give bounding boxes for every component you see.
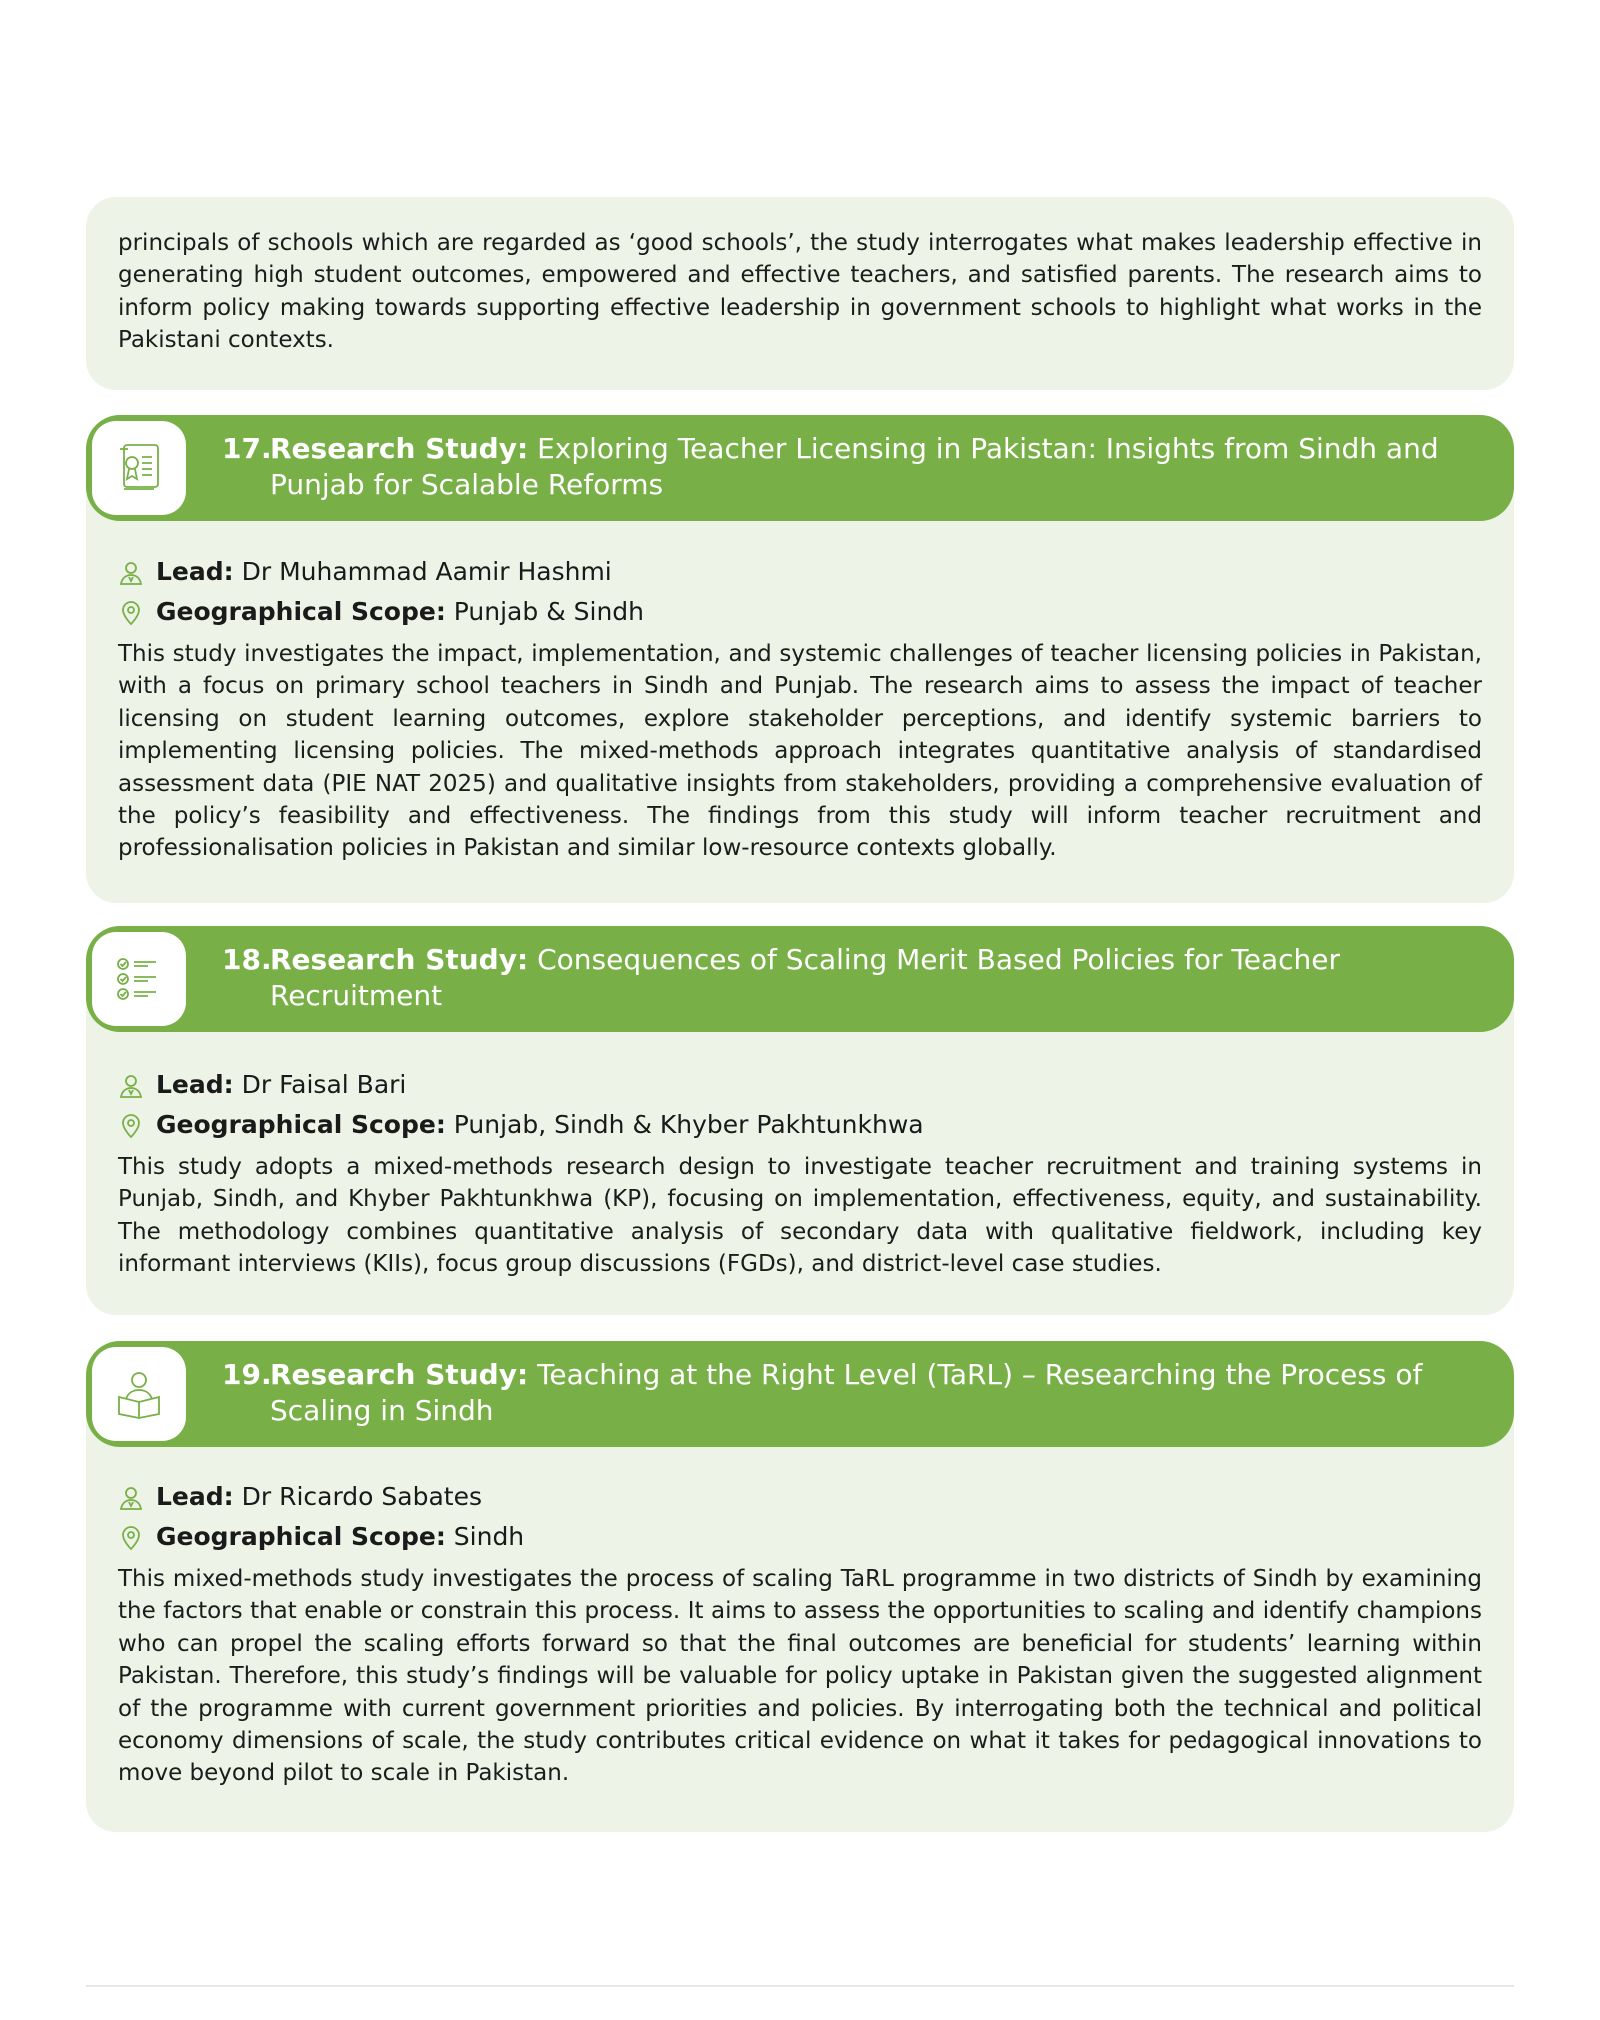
intro-paragraph: principals of schools which are regarded as ‘good schools’, the study interrogates what makes leadership effective in generating high student outcomes, empowered and effective teachers, and satisfied parents. The research aims to inform policy making towards supporting effective leadership in government schools to highlight what works in the Pakistani contexts.	[118, 230, 1482, 354]
study-17-card	[86, 470, 1514, 903]
study-icon-box	[92, 1347, 186, 1441]
intro-card	[86, 197, 1514, 390]
study-17-header	[86, 415, 1514, 521]
study-prefix: Research Study:	[270, 943, 529, 976]
lead-name: Dr Muhammad Aamir Hashmi	[241, 557, 612, 586]
scope-value: Sindh	[453, 1522, 525, 1551]
study-number: 18.	[222, 943, 272, 976]
lead-row	[118, 552, 1482, 592]
person-icon	[118, 1485, 144, 1511]
study-description: This study investigates the impact, implementation, and systemic challenges of teacher licensing policies in Pakistan, with a focus on primary school teachers in Sindh and Punjab. The research aims to assess the impact of teacher licensing on student learning outcomes, explore stakeholder perceptions, and identify systemic barriers to implementing licensing policies. The mixed-methods approach integrates quantitative analysis of standardised assessment data (PIE NAT 2025) and qualitative insights from stakeholders, providing a comprehensive evaluation of the policy’s feasibility and effectiveness. The findings from this study will inform teacher recruitment and professionalisation policies in Pakistan and similar low-resource contexts globally.	[118, 641, 1482, 862]
checklist-icon	[114, 954, 164, 1004]
study-title-text: Teaching at the Right Level (TaRL) – Researching the Process of Scaling in Sindh	[270, 1358, 1423, 1427]
study-title	[222, 1357, 1474, 1429]
study-19-header	[86, 1341, 1514, 1447]
study-18-header	[86, 926, 1514, 1032]
scope-label: Geographical Scope:	[156, 1110, 446, 1139]
study-title-text: Exploring Teacher Licensing in Pakistan: Insights from Sindh and Punjab for Scalable Reforms	[270, 432, 1439, 501]
lead-name: Dr Ricardo Sabates	[241, 1482, 483, 1511]
person-icon	[118, 560, 144, 586]
scope-label: Geographical Scope:	[156, 597, 446, 626]
study-icon-box	[92, 932, 186, 1026]
lead-row	[118, 1477, 1482, 1517]
location-pin-icon	[118, 1525, 144, 1551]
lead-row	[118, 1065, 1482, 1105]
study-description: This mixed-methods study investigates the process of scaling TaRL programme in two districts of Sindh by examining the factors that enable or constrain this process. It aims to assess the opportunities to scaling and identify champions who can propel the scaling efforts forward so that the final outcomes are beneficial for students’ learning within Pakistan. Therefore, this study’s findings will be valuable for policy uptake in Pakistan given the suggested alignment of the programme with current government priorities and policies. By interrogating both the technical and political economy dimensions of scale, the study contributes critical evidence on what it takes for pedagogical innovations to move beyond pilot to scale in Pakistan.	[118, 1566, 1482, 1787]
lead-label: Lead:	[156, 557, 234, 586]
scope-row	[118, 592, 1482, 632]
study-description: This study adopts a mixed-methods research design to investigate teacher recruitment and training systems in Punjab, Sindh, and Khyber Pakhtunkhwa (KP), focusing on implementation, effectiveness, equity, and sustainability. The methodology combines quantitative analysis of secondary data with qualitative fieldwork, including key informant interviews (KIIs), focus group discussions (FGDs), and district-level case studies.	[118, 1154, 1482, 1278]
study-19-card	[86, 1395, 1514, 1832]
study-number: 17.	[222, 432, 272, 465]
location-pin-icon	[118, 1113, 144, 1139]
person-icon	[118, 1073, 144, 1099]
reader-icon	[114, 1369, 164, 1419]
study-title	[222, 942, 1474, 1014]
scope-label: Geographical Scope:	[156, 1522, 446, 1551]
certificate-icon	[114, 441, 164, 495]
study-number: 19.	[222, 1358, 272, 1391]
study-prefix: Research Study:	[270, 1358, 529, 1391]
study-title-text: Consequences of Scaling Merit Based Policies for Teacher Recruitment	[270, 943, 1340, 1012]
scope-value: Punjab, Sindh & Khyber Pakhtunkhwa	[453, 1110, 924, 1139]
lead-label: Lead:	[156, 1482, 234, 1511]
scope-row	[118, 1105, 1482, 1145]
lead-name: Dr Faisal Bari	[241, 1070, 407, 1099]
lead-label: Lead:	[156, 1070, 234, 1099]
footer-divider	[86, 1985, 1514, 1987]
study-prefix: Research Study:	[270, 432, 529, 465]
scope-row	[118, 1517, 1482, 1557]
location-pin-icon	[118, 600, 144, 626]
scope-value: Punjab & Sindh	[453, 597, 645, 626]
study-icon-box	[92, 421, 186, 515]
study-title	[222, 431, 1474, 503]
